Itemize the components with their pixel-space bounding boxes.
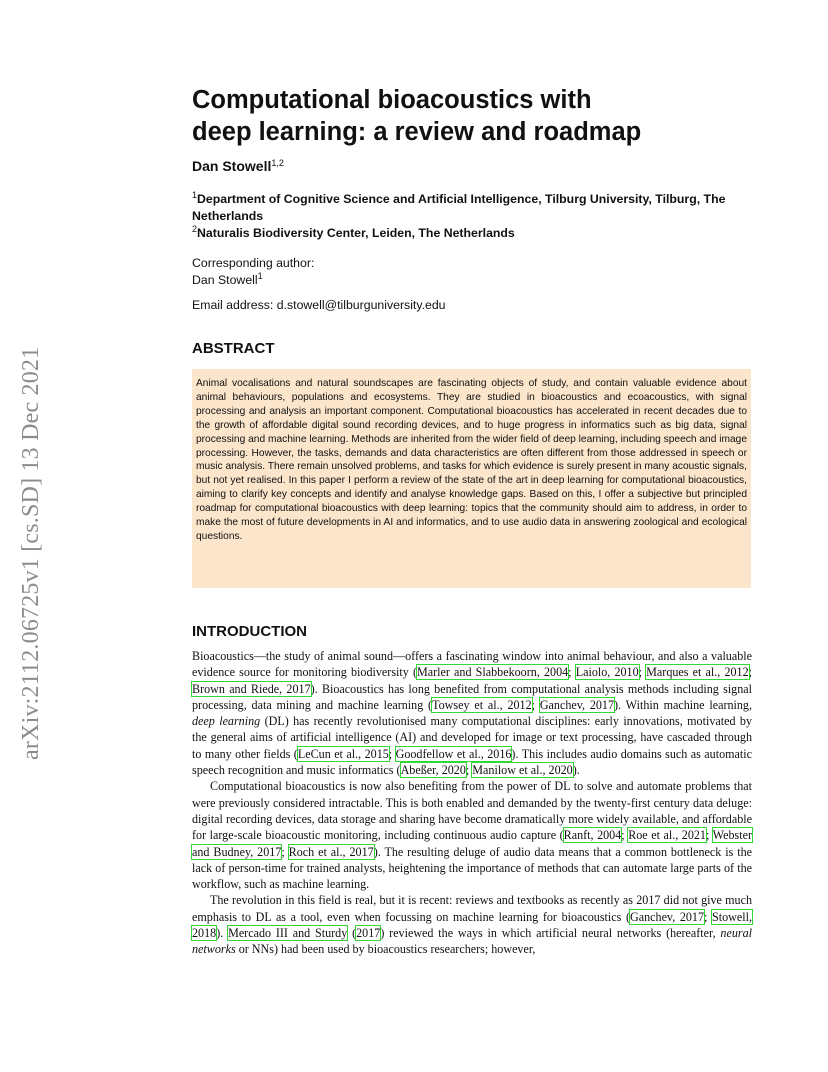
citation-link[interactable]: 2017 (356, 926, 381, 941)
citation-link[interactable]: Webster and Budney, 2017 (192, 828, 752, 859)
text-run: ; (748, 665, 753, 680)
abstract-heading: ABSTRACT (192, 340, 275, 357)
affiliation-text: Naturalis Biodiversity Center, Leiden, The Netherlands (197, 226, 515, 240)
text-run: ). The resulting deluge of audio data means that a common bottleneck is the lack of person-time for trained analysts, heightening the importance of methods that can automate large parts of the workflow, such as machine learning. (192, 844, 752, 892)
citation-link[interactable]: Towsey et al., 2012 (432, 697, 532, 712)
paragraph-1 (192, 648, 752, 778)
citation-link[interactable]: Ranft, 2004 (563, 828, 622, 843)
text-run: ). (572, 763, 580, 778)
introduction-body (192, 648, 752, 958)
text-run: ; (388, 746, 396, 761)
author-affiliation-marks: 1,2 (271, 158, 284, 168)
text-run: ). (216, 926, 229, 941)
text-run: ; (705, 828, 713, 843)
introduction-heading: INTRODUCTION (192, 623, 307, 640)
citation-link[interactable]: Abeßer, 2020 (400, 763, 466, 778)
corresponding-name-line (192, 272, 314, 289)
text-run: ; (568, 665, 576, 680)
title-line-2: deep learning: a review and roadmap (192, 118, 642, 146)
affiliation-2 (192, 225, 757, 242)
text-run: ( (347, 926, 357, 941)
citation-link[interactable]: Ganchev, 2017 (539, 697, 615, 712)
text-run: ; (638, 665, 647, 680)
text-run: ; (531, 697, 540, 712)
affiliation-number: 2 (192, 224, 198, 234)
text-run: or NNs) had been used by bioacoustics researchers; however, (235, 942, 536, 957)
corresponding-name: Dan Stowell (192, 273, 258, 287)
citation-link[interactable]: Roch et al., 2017 (288, 844, 374, 859)
text-run: ) reviewed the ways in which artificial neural networks (hereafter, (380, 926, 721, 941)
affiliations (192, 191, 757, 242)
text-run: ; (465, 763, 473, 778)
citation-link[interactable]: Marler and Slabbekoorn, 2004 (416, 665, 569, 680)
citation-link[interactable]: Roe et al., 2021 (628, 828, 706, 843)
corresponding-author (192, 255, 314, 289)
paper-title (192, 84, 752, 148)
title-line-1: Computational bioacoustics with (192, 86, 592, 114)
text-run: The revolution in this field is real, but it is recent: reviews and textbooks as recently as 2017 did not give much emphasis to DL as a tool, even when focussing on machine learning for bioacoustics ( (192, 893, 752, 924)
abstract-text: Animal vocalisations and natural soundscapes are fascinating objects of study, and contain valuable evidence about animal behaviours, populations and ecosystems. They are studied in bioacoustics and ecoacoustics, with signal processing and analysis an important component. Computational bioacoustics has accelerated in recent decades due to the growth of affordable digital sound recording devices, and to huge progress in informatics such as big data, signal processing and machine learning. Methods are inherited from the wider field of deep learning, including speech and image processing. However, the tasks, demands and data characteristics are often different from those addressed in speech or music analysis. There remain unsolved problems, and tasks for which evidence is surely present in many acoustic signals, but not yet realised. In this paper I perform a review of the state of the art in deep learning for computational bioacoustics, aiming to clarify key concepts and identify and analyse knowledge gaps. Based on this, I offer a subjective but principled roadmap for computational bioacoustics with deep learning: topics that the community should aim to address, in order to make the most of future developments in AI and informatics, and to use audio data in answering zoological and ecological questions. (192, 369, 751, 588)
text-run: Bioacoustics—the study of animal sound—offers a fascinating window into animal behaviour, and also a valuable evidence source for monitoring biodiversity ( (192, 649, 752, 680)
author (192, 158, 284, 174)
corresponding-sup: 1 (257, 271, 263, 281)
text-run: Computational bioacoustics is now also benefiting from the power of DL to solve and automate problems that were previously considered intractable. This is both enabled and demanded by the twenty-first century data deluge: digital recording devices, data storage and sharing have become dramatically more widely available, and affordable for large-scale bioacoustic monitoring, including continuous audio capture ( (192, 779, 752, 843)
arxiv-identifier: arXiv:2112.06725v1 [cs.SD] 13 Dec 2021 (18, 346, 44, 760)
emphasis: deep learning (192, 714, 261, 729)
text-run: ; (621, 828, 629, 843)
affiliation-text: Department of Cognitive Science and Artificial Intelligence, Tilburg University, Tilburg, The Netherlands (192, 192, 726, 223)
text-run: ). Within machine learning, (614, 697, 752, 712)
citation-link[interactable]: LeCun et al., 2015 (297, 746, 389, 761)
emphasis: neural networks (192, 926, 752, 957)
author-name: Dan Stowell (192, 158, 272, 174)
affiliation-number: 1 (192, 190, 198, 200)
text-run: ; (281, 844, 289, 859)
citation-link[interactable]: Laiolo, 2010 (575, 665, 639, 680)
corresponding-label: Corresponding author: (192, 256, 315, 270)
citation-link[interactable]: Goodfellow et al., 2016 (395, 746, 512, 761)
text-run: ; (704, 909, 713, 924)
citation-link[interactable]: Stowell, 2018 (192, 909, 752, 941)
citation-link[interactable]: Marques et al., 2012 (646, 665, 749, 680)
text-run: (DL) has recently revolutionised many computational disciplines: early innovations, motivated by the general aims of artificial intelligence (AI) and developed for image or text processing, have cascaded through to many other fields ( (192, 714, 752, 761)
affiliation-1 (192, 191, 757, 225)
text-run: ). This includes audio domains such as automatic speech recognition and music informatics ( (192, 746, 752, 778)
email-address: Email address: d.stowell@tilburguniversity.edu (192, 298, 446, 312)
paragraph-3 (192, 892, 752, 957)
citation-link[interactable]: Brown and Riede, 2017 (192, 681, 311, 696)
citation-link[interactable]: Ganchev, 2017 (630, 909, 705, 924)
paragraph-2 (192, 778, 752, 892)
text-run: ). Bioacoustics has long benefited from computational analysis methods including signal processing, data mining and machine learning ( (192, 681, 752, 712)
citation-link[interactable]: Manilow et al., 2020 (472, 763, 573, 778)
citation-link[interactable]: Mercado III and Sturdy (228, 926, 348, 941)
